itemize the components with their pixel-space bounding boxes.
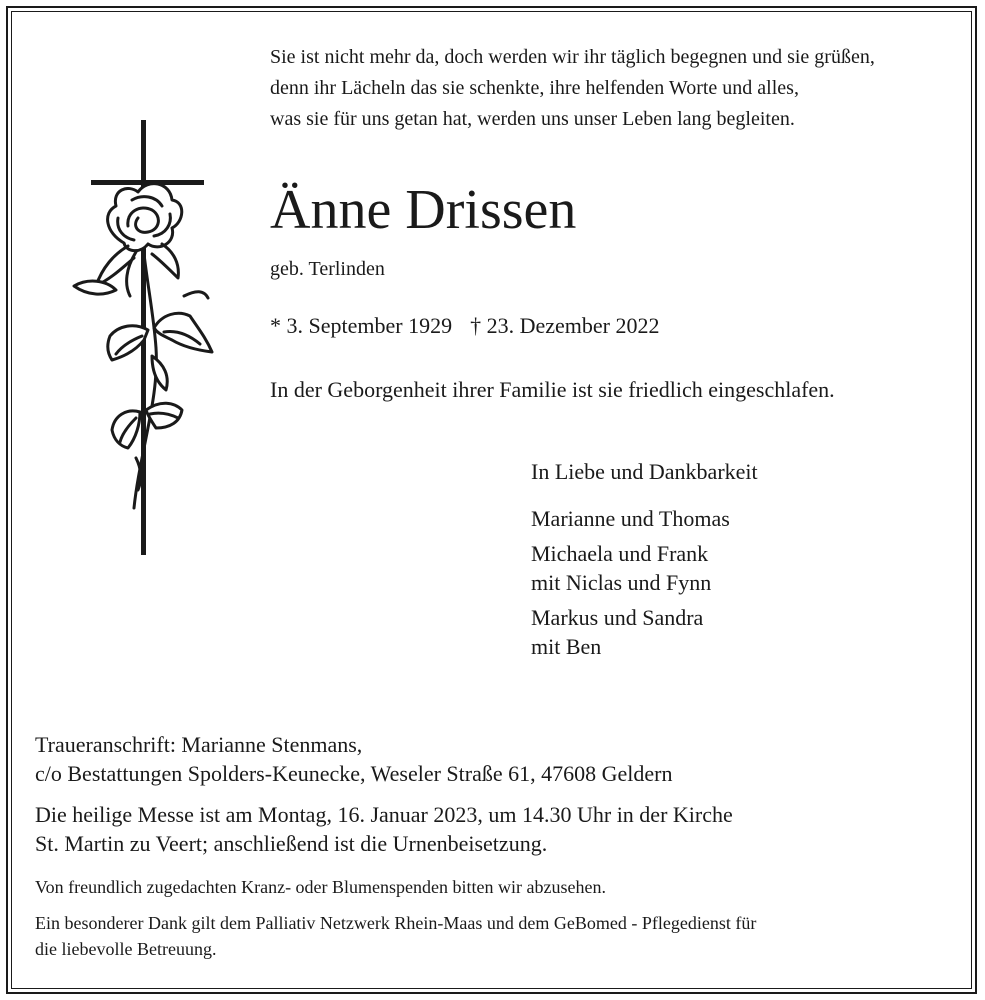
mourner-group [531,504,758,533]
thanks-line: die liebevolle Betreuung. [35,939,217,959]
mourners-block [531,458,758,667]
poem-line: was sie für uns getan hat, werden uns unser Leben lang begleiten. [270,108,795,130]
flowers-notice: Von freundlich zugedachten Kranz- oder Blumenspenden bitten wir abzusehen. [35,877,606,897]
mass-announcement [35,800,733,858]
address-line: c/o Bestattungen Spolders-Keunecke, Weseler Straße 61, 47608 Geldern [35,761,673,786]
poem-line: Sie ist nicht mehr da, doch werden wir ihr täglich begegnen und sie grüßen, [270,46,875,68]
life-dates [270,312,659,340]
mourner-line: mit Ben [531,634,602,659]
mass-line: Die heilige Messe ist am Montag, 16. Januar 2023, um 14.30 Uhr in der Kirche [35,802,733,827]
cross-with-rose-icon [66,118,216,558]
poem-line: denn ihr Lächeln das sie schenkte, ihre helfenden Worte und alles, [270,77,799,99]
mourners-intro: In Liebe und Dankbarkeit [531,459,758,484]
deceased-name: Änne Drissen [270,179,577,241]
thanks-notice [35,910,756,962]
mourning-address [35,730,672,788]
mourner-line: mit Niclas und Fynn [531,570,712,595]
thanks-line: Ein besonderer Dank gilt dem Palliativ Netzwerk Rhein-Maas und dem GeBomed - Pflegedienst für [35,913,757,933]
poem [270,42,875,135]
mourner-line: Markus und Sandra [531,605,704,630]
address-line: Traueranschrift: Marianne Stenmans, [35,732,363,757]
mourner-line: Marianne und Thomas [531,506,730,531]
mourner-group [531,539,758,597]
mourner-line: Michaela und Frank [531,541,709,566]
mourner-group [531,603,758,661]
death-date: † 23. Dezember 2022 [470,313,660,338]
maiden-name: geb. Terlinden [270,258,385,280]
peace-statement: In der Geborgenheit ihrer Familie ist sie friedlich eingeschlafen. [270,377,835,402]
birth-date: * 3. September 1929 [270,313,453,338]
mass-line: St. Martin zu Veert; anschließend ist die Urnenbeisetzung. [35,831,548,856]
